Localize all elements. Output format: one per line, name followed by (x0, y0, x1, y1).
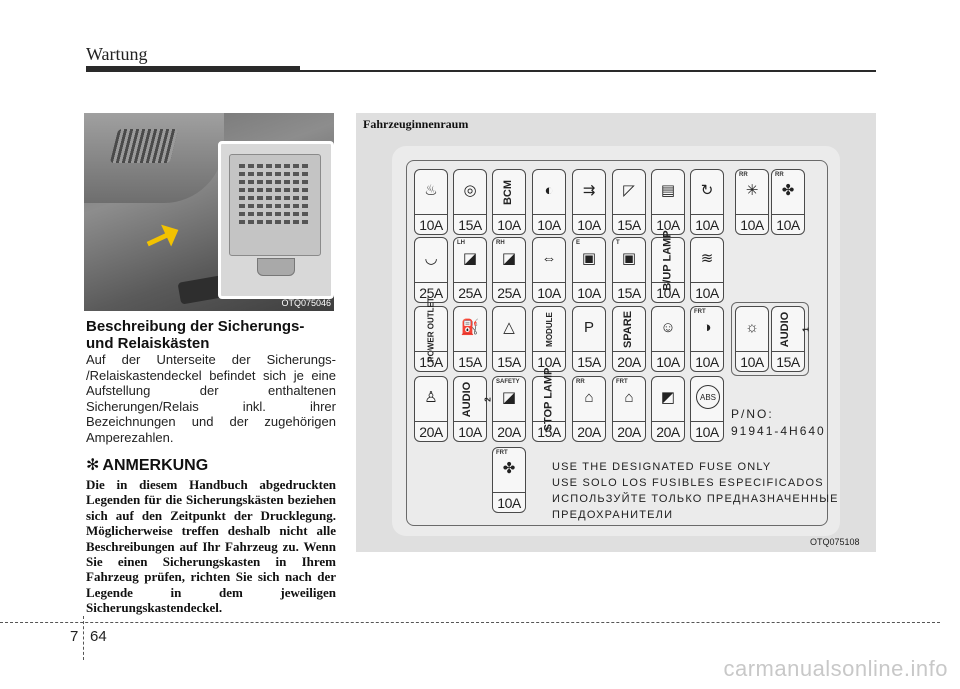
fuse-slot (612, 306, 646, 372)
fuse-label-text: BCM (502, 179, 515, 205)
fuse-slot (414, 376, 448, 442)
fuse-slot (690, 237, 724, 303)
page-header-title: Wartung (86, 44, 148, 64)
fuse-label-text: AUDIO (779, 311, 792, 347)
fuse-amperage: 20A (572, 421, 606, 442)
warning-line: USE THE DESIGNATED FUSE ONLY (552, 461, 772, 473)
fuse-slot (572, 306, 606, 372)
fuse-amperage: 10A (735, 214, 769, 235)
fuse-amperage: 15A (492, 351, 526, 372)
fuse-slot (612, 237, 646, 303)
fan-icon: ✤ (781, 182, 795, 199)
fuse-label-text: B/UP LAMP (661, 229, 674, 291)
fuse-slot (612, 169, 646, 235)
abs-icon: ABS (696, 385, 720, 409)
fuse-amperage: 10A (651, 214, 685, 235)
fuse-slot (651, 169, 685, 235)
diagram-code: OTQ075108 (810, 537, 860, 547)
fuse-slot (771, 169, 805, 235)
fuse-slot (492, 237, 526, 303)
fuse-position-tag: RR (739, 172, 748, 178)
mirror-fold-icon: ↻ (700, 182, 714, 199)
fog-lamp-icon: ≋ (700, 250, 714, 267)
fuse-slot (414, 169, 448, 235)
fuse-slot (690, 169, 724, 235)
fuse-label (613, 309, 645, 349)
fuse-amperage: 10A (572, 282, 606, 303)
header-rule (86, 66, 300, 72)
fuse-amperage: 15A (532, 421, 566, 442)
fuse-amperage: 10A (532, 282, 566, 303)
fuse-label-text: SPARE (622, 310, 635, 348)
fuse-amperage: 10A (414, 214, 448, 235)
part-number: 91941-4H640 (731, 424, 826, 438)
wiper-icon: ◸ (623, 182, 635, 199)
fuse-position-tag: FRT (496, 450, 508, 456)
engine-icon: ▣ (621, 250, 637, 267)
fuse-slot (532, 169, 566, 235)
fuse-slot (532, 306, 566, 372)
part-number-label: P/NO: (731, 407, 774, 421)
power-window-icon: ◪ (462, 250, 478, 267)
asterisk-icon: ✻ (86, 457, 100, 474)
warning-line: ИСПОЛЬЗУЙТЕ ТОЛЬКО ПРЕДНАЗНАЧЕННЫЕ (552, 493, 839, 505)
fuse-cover-tab (257, 258, 295, 276)
fuse-amperage: 10A (690, 282, 724, 303)
fuse-label (772, 309, 811, 349)
fuse-position-tag: RH (496, 240, 505, 246)
fuse-slot (572, 169, 606, 235)
fuse-label (652, 229, 684, 291)
fuse-label (454, 379, 493, 419)
warning-line: USE SOLO LOS FUSIBLES ESPECIFICADOS (552, 477, 824, 489)
fuse-amperage: 10A (492, 492, 526, 513)
fuse-slot (690, 306, 724, 372)
warning-line: ПРЕДОХРАНИТЕЛИ (552, 509, 674, 521)
fuse-slot (612, 376, 646, 442)
photo-inset-fuse-cover (218, 141, 334, 299)
door-lock-icon: ⌂ (584, 388, 594, 406)
fuse-slot (532, 237, 566, 303)
wiper-front-icon: ◡ (424, 250, 438, 267)
rear-fog-icon: ✳ (745, 182, 759, 199)
chapter-number: 7 (70, 628, 79, 645)
fuse-slot (492, 306, 526, 372)
fuse-slot (414, 237, 448, 303)
fuse-amperage: 10A (690, 214, 724, 235)
fuse-amperage: 15A (771, 351, 805, 372)
fuse-amperage: 15A (453, 214, 487, 235)
fuse-position-tag: SAFETY (496, 379, 520, 385)
sunroof-icon: ◩ (660, 389, 676, 406)
fuse-slot (572, 237, 606, 303)
fuse-slot (690, 376, 724, 442)
fuse-amperage: 15A (453, 351, 487, 372)
headlamp-icon: ◐ (544, 181, 554, 199)
airbag-icon: ☺ (660, 318, 676, 336)
part-number-block (731, 406, 826, 440)
arrow-icon (143, 219, 184, 255)
power-window-icon: ◪ (501, 389, 517, 406)
fuse-amperage: 25A (492, 282, 526, 303)
parking-icon: P (583, 318, 594, 336)
fuse-position-tag: RR (576, 379, 585, 385)
steering-heater-icon: ◎ (463, 182, 477, 199)
fuse-box-location-photo (84, 113, 334, 311)
fuse-amperage: 10A (453, 421, 487, 442)
hazard-icon: △ (503, 319, 515, 336)
fuse-amperage: 10A (492, 214, 526, 235)
section-heading: Beschreibung der Sicherungs- und Relaiskästen (86, 318, 305, 352)
fuse-slot (532, 367, 566, 442)
fuse-amperage: 15A (414, 351, 448, 372)
fuse-amperage: 25A (453, 282, 487, 303)
photo-vent (110, 129, 178, 163)
fuse-position-tag: T (616, 240, 620, 246)
fuse-amperage: 10A (690, 421, 724, 442)
fuse-label-text: AUDIO (461, 381, 474, 417)
fuse-slot (572, 376, 606, 442)
fuse-position-tag: E (576, 240, 581, 246)
fuse-amperage: 10A (532, 214, 566, 235)
fuel-icon: ⛽ (460, 319, 480, 336)
defroster-icon: ▤ (660, 182, 676, 199)
hazard-arrows-icon: ⇔ (541, 249, 557, 267)
note-heading-text: ANMERKUNG (102, 457, 209, 474)
footer-rule (0, 622, 940, 623)
engine-icon: ▣ (581, 250, 597, 267)
fuse-position-tag: FRT (616, 379, 628, 385)
note-body: Die in diesem Handbuch abgedruckten Legenden für die Sicherungskästen beziehen sich auf den Zeitpunkt der Drucklegung. Möglicherweise treffen deshalb nicht alle Beschreibungen auf Ihr Fahrzeug zu. Wenn Sie einen Sicherungskasten in Ihrem Fahrzeug prüfen, richten Sie sich nach der Legende in dem jeweiligen Sicherungskastendeckel. (86, 477, 336, 616)
section-body: Auf der Unterseite der Sicherungs- /Relaiskastendeckel befindet sich je eine Aufstellung der enthaltenen Sicherungen/Relais inkl. ihrer Bezeichnungen und der zugehörigen Amperezahlen. (86, 352, 336, 445)
fuse-slot (651, 229, 685, 303)
fuse-amperage: 20A (492, 421, 526, 442)
page-number: 64 (90, 628, 107, 645)
fuse-label (533, 309, 565, 349)
fuse-slot (453, 237, 487, 303)
fuse-warning-text (552, 459, 839, 523)
fuse-label-text: POWER OUTLET (426, 296, 436, 362)
fuse-amperage: 20A (612, 421, 646, 442)
fuse-position-tag: LH (457, 240, 465, 246)
fuse-slot (651, 306, 685, 372)
washer-icon: ⇉ (582, 182, 596, 199)
fuse-amperage: 10A (690, 351, 724, 372)
fuse-slot (651, 376, 685, 442)
fuse-label-text: MODULE (544, 311, 554, 347)
fuse-slot (492, 376, 526, 442)
diagram-title: Fahrzeuginnenraum (363, 117, 469, 131)
door-lock-icon: ⌂ (624, 388, 634, 406)
fuse-slot (735, 169, 769, 235)
seat-heater-icon: ♨ (424, 182, 438, 199)
fuse-cover-legend (239, 164, 309, 224)
fuse-position-tag: FRT (694, 309, 706, 315)
fuse-slot (453, 306, 487, 372)
power-window-icon: ◪ (501, 250, 517, 267)
fuse-slot (414, 296, 448, 372)
fan-icon: ✤ (502, 460, 516, 477)
fuse-amperage: 15A (612, 214, 646, 235)
fuse-amperage: 10A (735, 351, 769, 372)
fuse-label-index: 1 (801, 326, 811, 332)
fuse-amperage: 20A (612, 351, 646, 372)
footer-divider (83, 616, 84, 660)
note-heading (86, 455, 208, 475)
fuse-amperage: 15A (572, 351, 606, 372)
photo-code: OTQ075046 (281, 298, 331, 308)
fuse-amperage: 10A (651, 351, 685, 372)
seat-icon: ♙ (424, 389, 438, 406)
fuse-amperage: 25A (414, 282, 448, 303)
fuse-slot (453, 376, 493, 442)
header-rule-thin (300, 70, 876, 72)
fuse-label-index: 2 (483, 396, 493, 402)
fuse-slot (735, 306, 769, 372)
fuse-label (493, 172, 525, 212)
fuse-slot (492, 169, 526, 235)
fuse-label-text: STOP LAMP (542, 367, 555, 431)
fuse-amperage: 20A (414, 421, 448, 442)
fuse-slot (771, 306, 811, 372)
fuse-amperage: 20A (651, 421, 685, 442)
front-fog-icon: ◑ (702, 318, 712, 336)
fuse-amperage: 15A (612, 282, 646, 303)
fuse-amperage: 10A (771, 214, 805, 235)
fuse-amperage: 10A (572, 214, 606, 235)
fuse-label (533, 367, 565, 431)
fuse-amperage: 10A (651, 282, 685, 303)
fuse-position-tag: RR (775, 172, 784, 178)
fuse-slot (453, 169, 487, 235)
room-lamp-icon: ☼ (745, 318, 759, 336)
watermark: carmanualsonline.info (723, 656, 948, 681)
fuse-slot (492, 447, 526, 513)
fuse-amperage: 10A (532, 351, 566, 372)
